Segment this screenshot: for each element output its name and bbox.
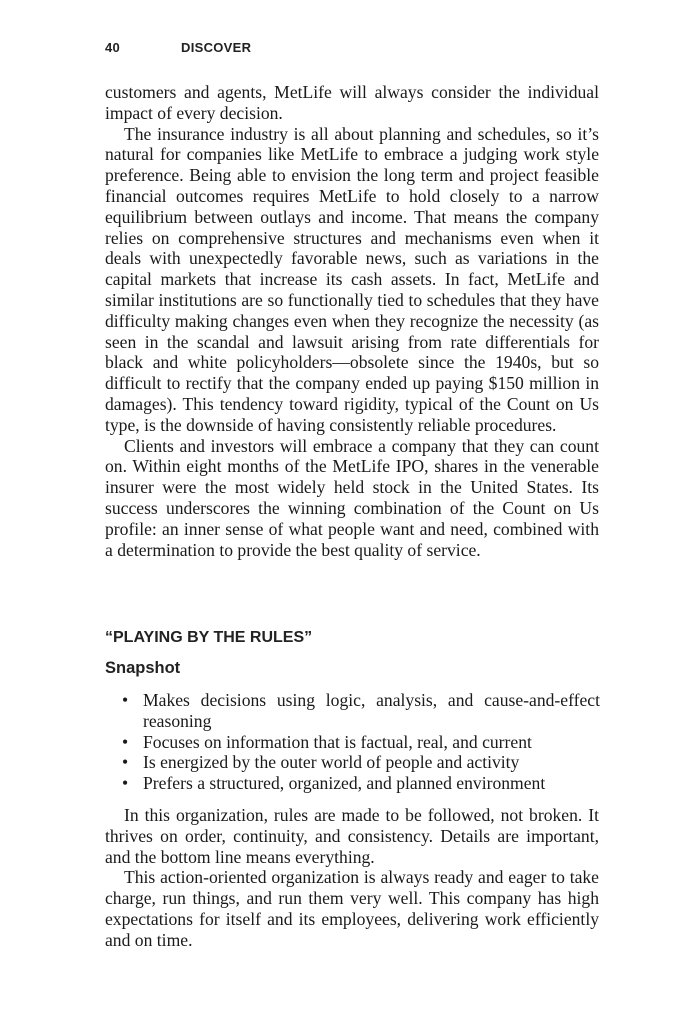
list-item-text: Prefers a structured, organized, and planned environment <box>143 773 546 794</box>
snapshot-heading: Snapshot <box>105 659 181 677</box>
paragraph-judging-style: The insurance industry is all about planning and schedules, so it’s natural for companies like MetLife to embrace a judging work style preference. Being able to envision the long term and project feasible financial outcomes requires MetLife to hold closely to a narrow equilibrium between outlays and income. That means the company relies on comprehensive structures and mechanisms even when it deals with unexpectedly favorable news, such as variations in the capital markets that increase its cash assets. In fact, MetLife and similar institutions are so functionally tied to schedules that they have difficulty making changes even when they recognize the necessity (as seen in the scandal and lawsuit arising from rate differentials for black and white policyholders—obsolete since the 1940s, but so difficult to rectify that the company ended up paying $150 million in damages). This tendency toward rigidity, typical of the Count on Us type, is the downside of having consistently reliable procedures. <box>105 123 599 435</box>
list-item <box>122 773 600 794</box>
body-text-top <box>105 82 599 560</box>
running-head <box>105 40 251 55</box>
paragraph-rules: In this organization, rules are made to be followed, not broken. It thrives on order, continuity, and consistency. Details are important, and the bottom line means everything. <box>105 805 599 867</box>
chapter-title: DISCOVER <box>181 40 252 55</box>
page-number: 40 <box>105 40 121 55</box>
list-item <box>122 690 600 732</box>
bullet-icon: • <box>122 752 129 773</box>
body-text-bottom <box>105 805 599 951</box>
list-item <box>122 732 600 753</box>
bullet-icon: • <box>122 690 129 710</box>
paragraph-action-oriented: This action-oriented organization is always ready and eager to take charge, run things, and run them very well. This company has high expectations for itself and its employees, delivering work efficiently and on time. <box>105 867 599 950</box>
bullet-icon: • <box>122 773 129 794</box>
list-item-text: Makes decisions using logic, analysis, and cause-and-effect reasoning <box>143 690 600 731</box>
paragraph-continued: customers and agents, MetLife will always consider the individual impact of every decision. <box>105 82 599 123</box>
snapshot-list <box>122 690 600 794</box>
list-item-text: Is energized by the outer world of people and activity <box>143 752 520 773</box>
list-item-text: Focuses on information that is factual, real, and current <box>143 731 532 752</box>
paragraph-clients-investors: Clients and investors will embrace a company that they can count on. Within eight months of the MetLife IPO, shares in the venerable insurer were the most widely held stock in the United States. Its success underscores the winning combination of the Count on Us profile: an inner sense of what people want and need, combined with a determination to provide the best quality of service. <box>105 435 599 560</box>
list-item <box>122 752 600 773</box>
section-heading: “PLAYING BY THE RULES” <box>105 629 313 646</box>
bullet-icon: • <box>122 731 129 752</box>
